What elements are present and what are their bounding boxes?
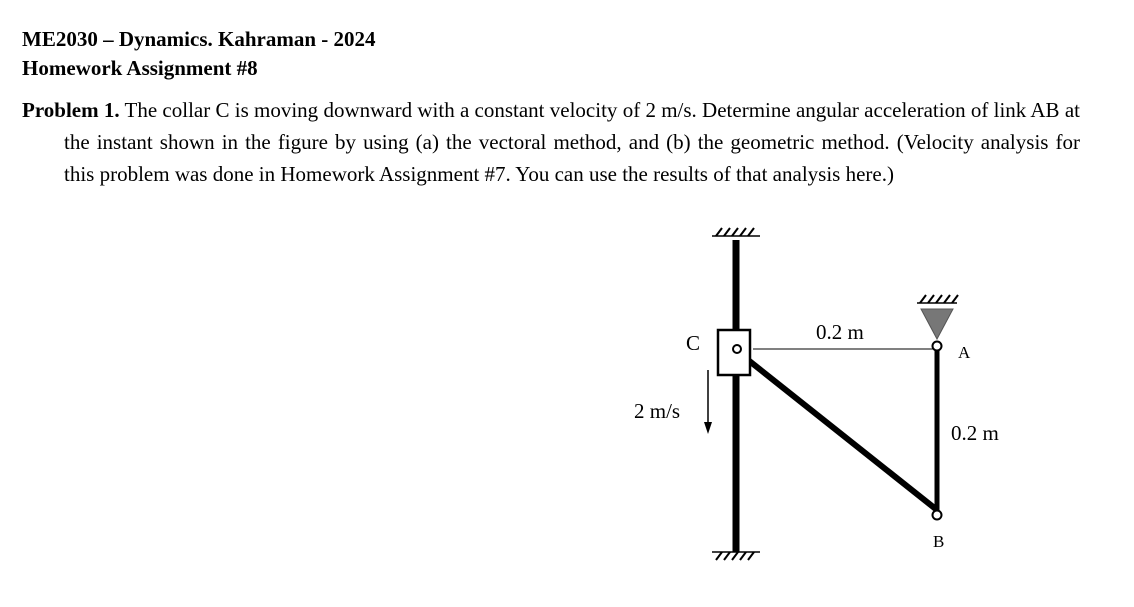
velocity-label: 2 m/s: [634, 399, 681, 423]
ground-support-a: [917, 295, 958, 339]
ground-hatch-bottom: [712, 552, 760, 560]
problem-text: The collar C is moving downward with a constant velocity of 2 m/s. Determine angular acceleration of link AB at the instant shown in the figure by using (a) the vectoral method, and (b) the geometric method. (Velocity analysis for this problem was done in Homework Assignment #7. You can use the results of that analysis here.): [64, 98, 1080, 186]
assignment-title: Homework Assignment #8: [22, 56, 258, 80]
link-cb: [738, 352, 937, 510]
pin-b: [933, 511, 942, 520]
label-c: C: [686, 331, 701, 355]
dimension-horizontal-label: 0.2 m: [816, 320, 864, 344]
course-title: ME2030 – Dynamics. Kahraman - 2024: [22, 27, 376, 51]
problem-label: Problem 1.: [22, 98, 120, 122]
label-a: A: [958, 343, 971, 362]
pin-a: [933, 342, 942, 351]
pin-c: [733, 345, 741, 353]
label-b: B: [933, 532, 945, 551]
velocity-arrow: [704, 370, 712, 434]
ground-hatch-top: [712, 228, 760, 236]
dimension-vertical-label: 0.2 m: [951, 421, 999, 445]
